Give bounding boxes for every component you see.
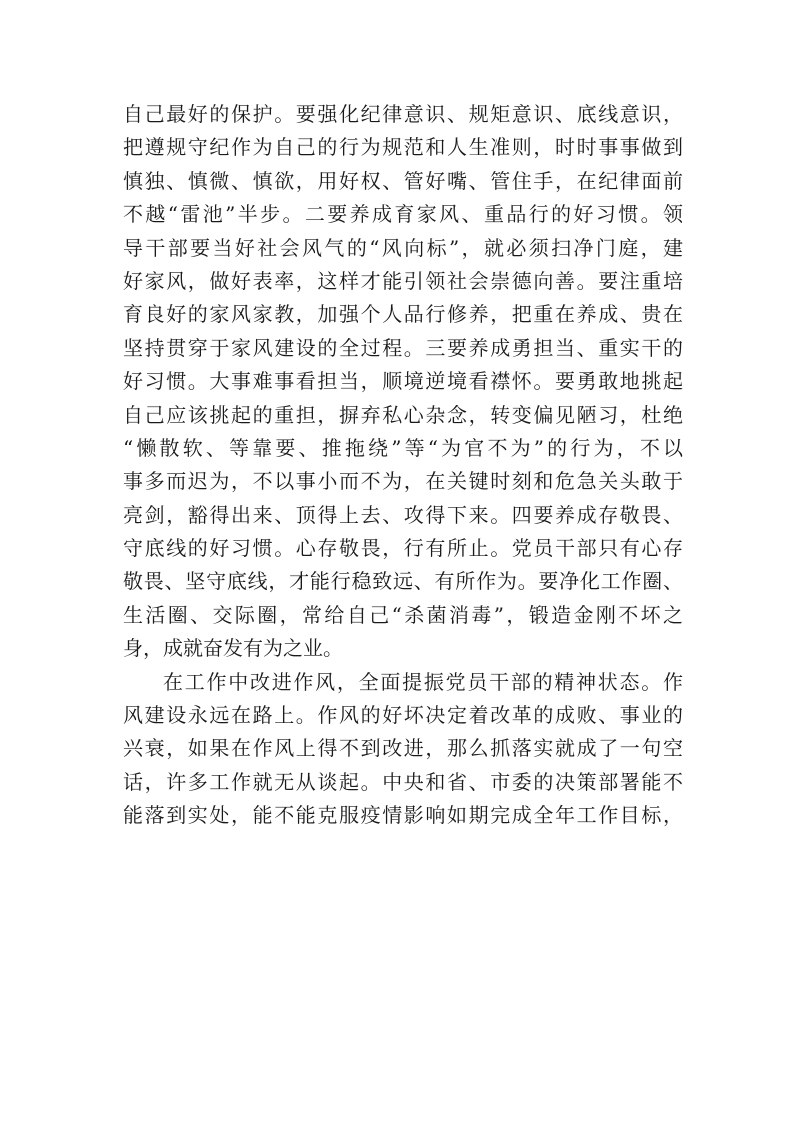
- text-line: 身，成就奋发有为之业。: [123, 636, 343, 661]
- paragraph-discipline-habits: [123, 98, 683, 666]
- text-line: 不越“雷池”半步。二要养成育家风、重品行的好习惯。领: [123, 202, 683, 227]
- text-line: 兴衰，如果在作风上得不到改进，那么抓落实就成了一句空: [123, 736, 683, 761]
- text-line: 把遵规守纪作为自己的行为规范和人生准则，时时事事做到: [123, 135, 683, 160]
- text-line: 自己最好的保护。要强化纪律意识、规矩意识、底线意识，: [123, 102, 683, 126]
- text-line: 导干部要当好社会风气的“风向标”，就必须扫净门庭，建: [123, 235, 683, 260]
- text-line: 育良好的家风家教，加强个人品行修养，把重在养成、贵在: [123, 302, 683, 327]
- text-line: 守底线的好习惯。心存敬畏，行有所止。党员干部只有心存: [123, 536, 683, 561]
- paragraph-work-style: [123, 666, 683, 833]
- text-line: 话，许多工作就无从谈起。中央和省、市委的决策部署能不: [123, 769, 683, 794]
- text-line: “懒散软、等靠要、推拖绕”等“为官不为”的行为，不以: [123, 435, 683, 460]
- text-line: 生活圈、交际圈，常给自己“杀菌消毒”，锻造金刚不坏之: [123, 602, 683, 627]
- text-line: 敬畏、坚守底线，才能行稳致远、有所作为。要净化工作圈、: [123, 569, 683, 594]
- text-line: 坚持贯穿于家风建设的全过程。三要养成勇担当、重实干的: [123, 335, 683, 360]
- text-line: 风建设永远在路上。作风的好坏决定着改革的成败、事业的: [123, 703, 683, 728]
- text-line: 慎独、慎微、慎欲，用好权、管好嘴、管住手，在纪律面前: [123, 168, 683, 193]
- text-line: 事多而迟为，不以事小而不为，在关键时刻和危急关头敢于: [123, 469, 683, 494]
- text-line: 好家风，做好表率，这样才能引领社会崇德向善。要注重培: [123, 268, 683, 293]
- text-line: 能落到实处，能不能克服疫情影响如期完成全年工作目标，: [123, 803, 683, 828]
- text-line: 亮剑，豁得出来、顶得上去、攻得下来。四要养成存敬畏、: [123, 502, 683, 527]
- text-line: 好习惯。大事难事看担当，顺境逆境看襟怀。要勇敢地挑起: [123, 369, 683, 394]
- text-line: 在工作中改进作风，全面提振党员干部的精神状态。作: [163, 669, 683, 694]
- document-body: [123, 98, 683, 833]
- text-line: 自己应该挑起的重担，摒弃私心杂念，转变偏见陋习，杜绝: [123, 402, 683, 427]
